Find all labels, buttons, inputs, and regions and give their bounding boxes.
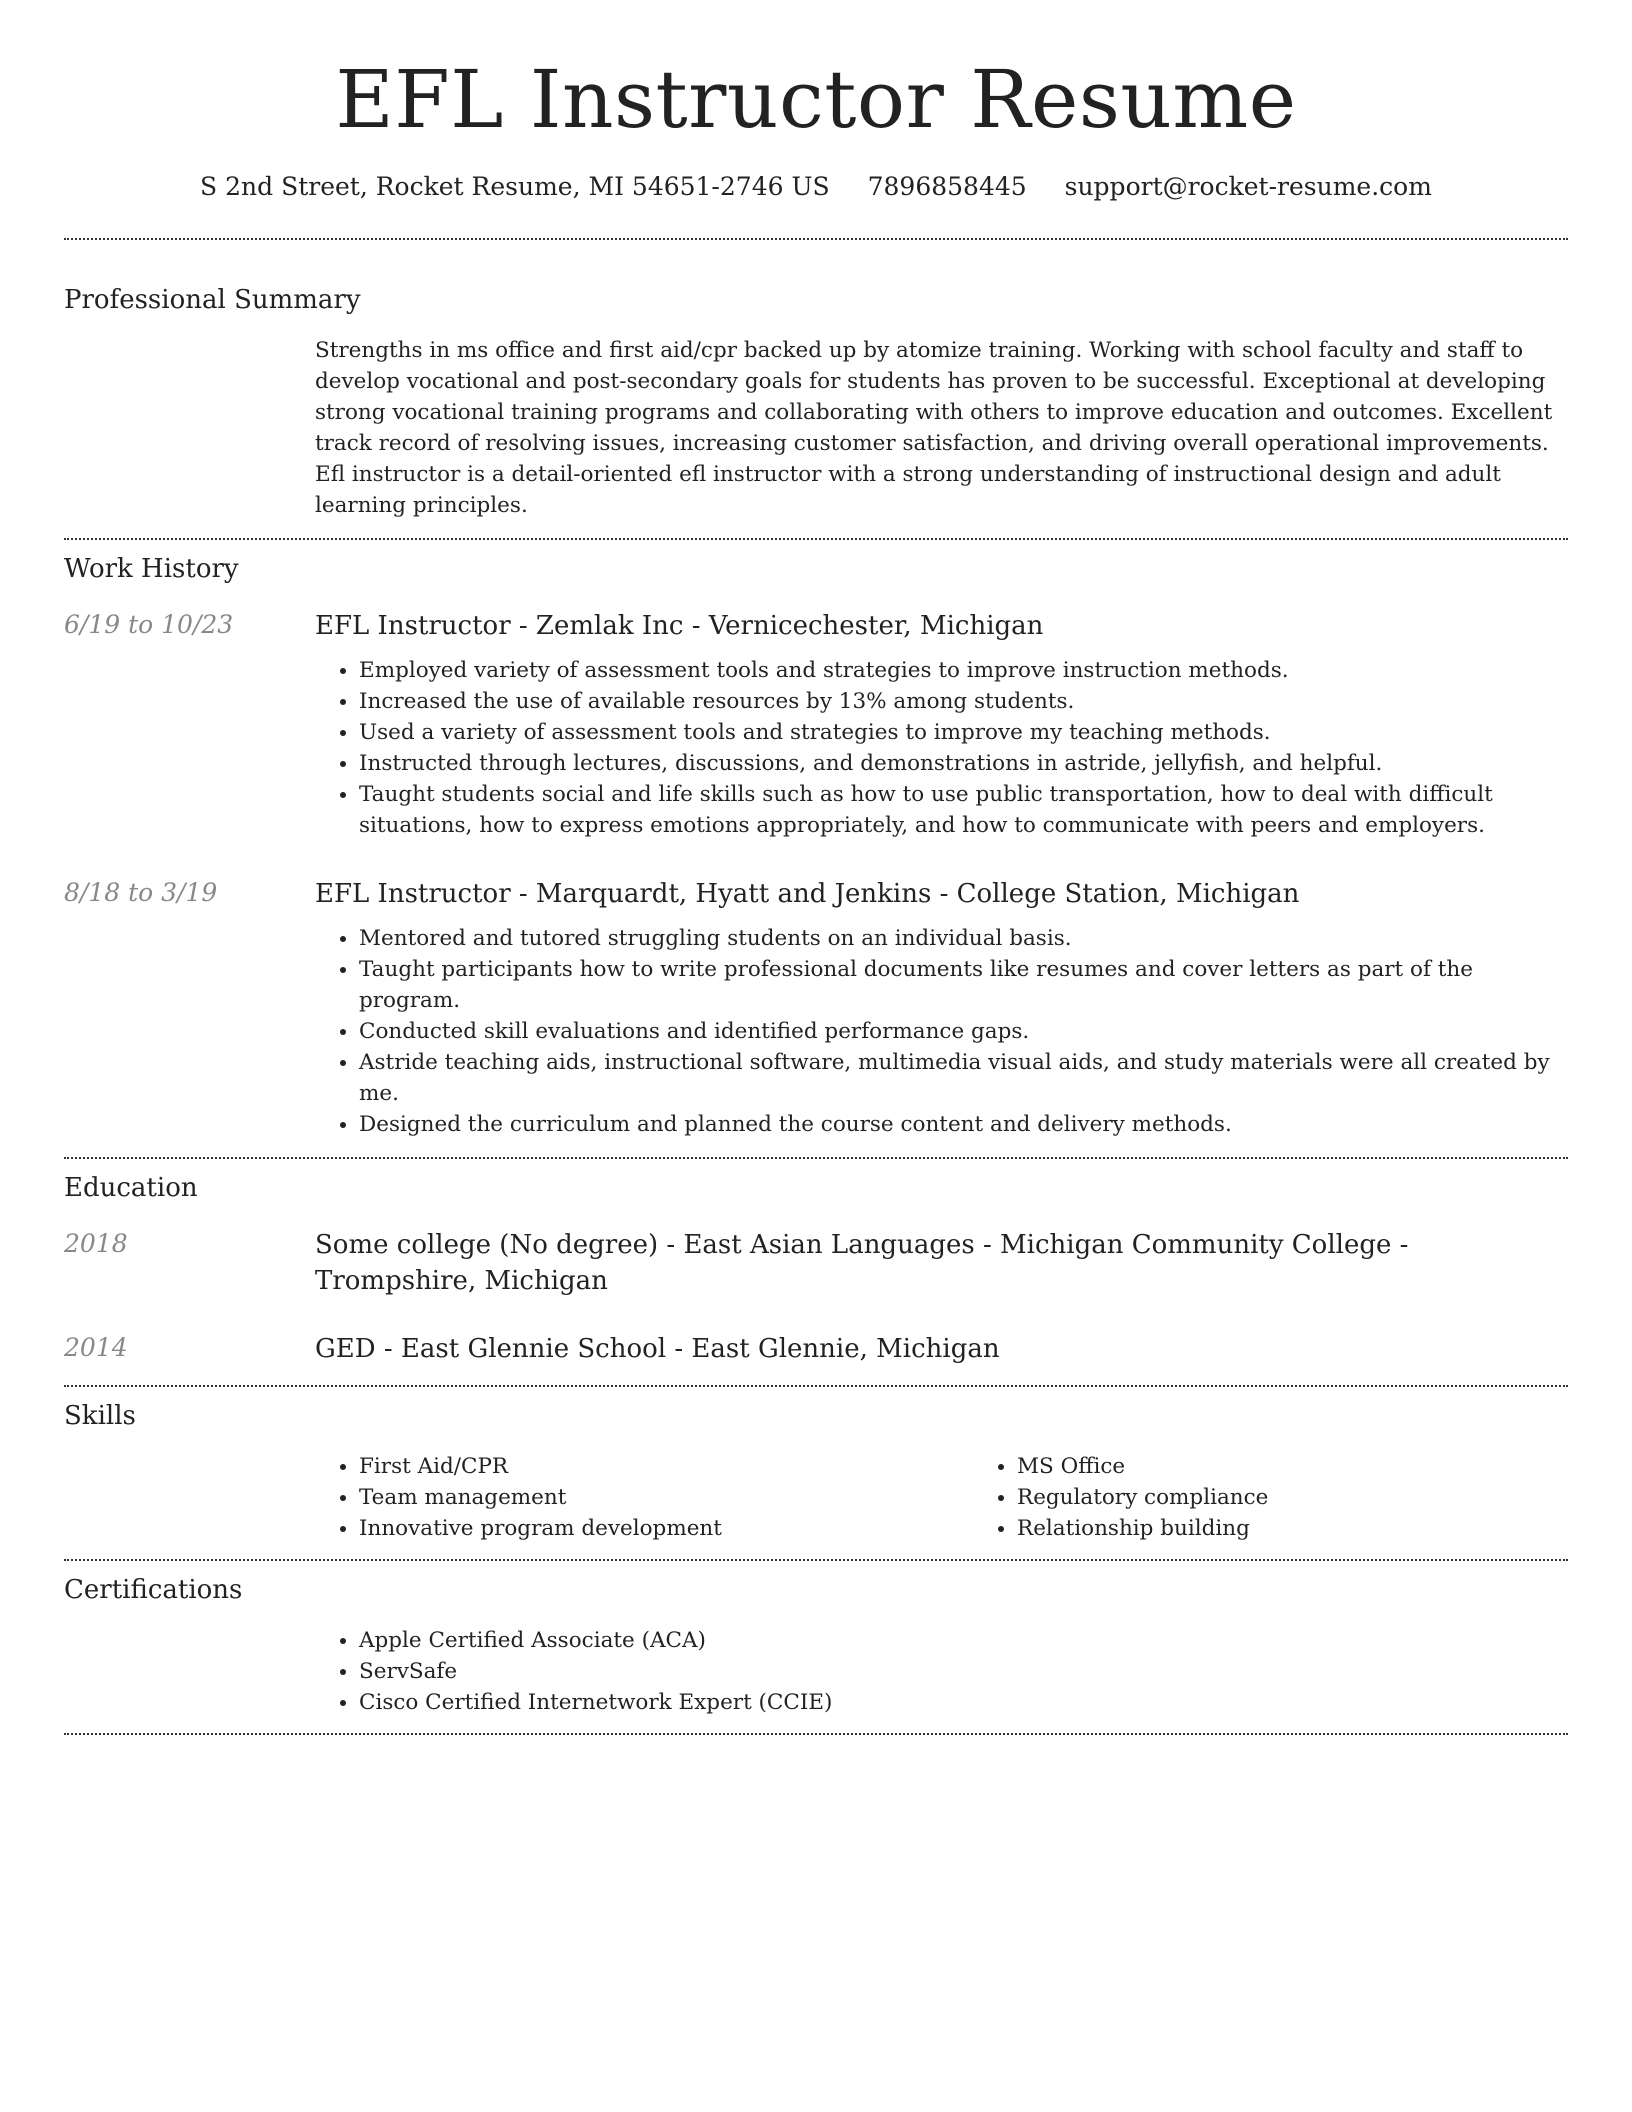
list-item: • Astride teaching aids, instructional software, multimedia visual aids, and study materials were all created by me.	[359, 1047, 1568, 1109]
contact-address: S 2nd Street, Rocket Resume, MI 54651-2746 US	[200, 172, 830, 201]
list-item: • Designed the curriculum and planned the course content and delivery methods.	[359, 1109, 1568, 1140]
job-heading: EFL Instructor - Zemlak Inc - Vernicechester, Michigan	[315, 611, 1044, 641]
summary-text: Strengths in ms office and first aid/cpr backed up by atomize training. Working with school faculty and staff to develop vocational and post-secondary goals for students has proven to be successful. Exceptional at developing strong vocational training programs and collaborating with others to improve education and outcomes. Excellent track record of resolving issues, increasing customer satisfaction, and driving overall operational improvements. Efl instructor is a detail-oriented efl instructor with a strong understanding of instructional design and adult learning principles.	[315, 338, 1553, 518]
list-item: • Mentored and tutored struggling students on an individual basis.	[359, 923, 1568, 954]
skills-column	[973, 1451, 1631, 1544]
list-item: • First Aid/CPR	[359, 1451, 973, 1482]
section-title-skills: Skills	[64, 1401, 136, 1431]
job-bullets	[315, 655, 1568, 841]
certifications-section	[64, 1573, 1568, 1718]
list-item: • ServSafe	[359, 1656, 1568, 1687]
job-dates: 6/19 to 10/23	[64, 610, 234, 639]
resume-title: EFL Instructor Resume	[335, 53, 1297, 146]
skills-grid	[315, 1451, 1631, 1544]
job-dates: 8/18 to 3/19	[64, 878, 218, 907]
contact-email: support@rocket-resume.com	[1064, 172, 1432, 201]
divider	[64, 238, 1568, 240]
divider	[64, 1385, 1568, 1387]
skills-section	[64, 1399, 1568, 1544]
divider	[64, 1559, 1568, 1561]
list-item: • Apple Certified Associate (ACA)	[359, 1625, 1568, 1656]
list-item: • MS Office	[1017, 1451, 1631, 1482]
education-entry	[64, 1227, 1568, 1299]
list-item: • Cisco Certified Internetwork Expert (CCIE)	[359, 1687, 1568, 1718]
skills-column	[315, 1451, 973, 1544]
list-item: • Instructed through lectures, discussions, and demonstrations in astride, jellyfish, and helpful.	[359, 748, 1568, 779]
section-title-work: Work History	[64, 554, 239, 584]
list-item: • Team management	[359, 1482, 973, 1513]
summary-section	[64, 283, 1568, 521]
education-heading: GED - East Glennie School - East Glennie, Michigan	[315, 1334, 1000, 1364]
list-item: • Used a variety of assessment tools and strategies to improve my teaching methods.	[359, 717, 1568, 748]
education-entry	[64, 1331, 1568, 1367]
list-item: • Taught participants how to write professional documents like resumes and cover letters as part of the program.	[359, 954, 1568, 1016]
list-item: • Relationship building	[1017, 1513, 1631, 1544]
list-item: • Innovative program development	[359, 1513, 973, 1544]
job-entry	[64, 608, 1568, 841]
list-item: • Conducted skill evaluations and identified performance gaps.	[359, 1016, 1568, 1047]
section-title-education: Education	[64, 1173, 198, 1203]
divider	[64, 1733, 1568, 1735]
list-item: • Employed variety of assessment tools and strategies to improve instruction methods.	[359, 655, 1568, 686]
work-history-section	[64, 552, 1568, 1140]
job-bullets	[315, 923, 1568, 1140]
section-title-summary: Professional Summary	[64, 285, 361, 315]
section-title-certifications: Certifications	[64, 1575, 243, 1605]
divider	[64, 1157, 1568, 1159]
education-year: 2018	[64, 1229, 128, 1258]
education-section	[64, 1171, 1568, 1367]
contact-phone: 7896858445	[867, 172, 1027, 201]
contact-line	[64, 170, 1568, 204]
divider	[64, 538, 1568, 540]
job-entry	[64, 876, 1568, 1140]
list-item: • Taught students social and life skills such as how to use public transportation, how to deal with difficult situations, how to express emotions appropriately, and how to communicate with peers and employers.	[359, 779, 1568, 841]
education-heading: Some college (No degree) - East Asian Languages - Michigan Community College - Trompshire, Michigan	[315, 1230, 1409, 1296]
certifications-list	[315, 1625, 1568, 1718]
job-heading: EFL Instructor - Marquardt, Hyatt and Jenkins - College Station, Michigan	[315, 879, 1300, 909]
education-year: 2014	[64, 1333, 128, 1362]
list-item: • Regulatory compliance	[1017, 1482, 1631, 1513]
list-item: • Increased the use of available resources by 13% among students.	[359, 686, 1568, 717]
